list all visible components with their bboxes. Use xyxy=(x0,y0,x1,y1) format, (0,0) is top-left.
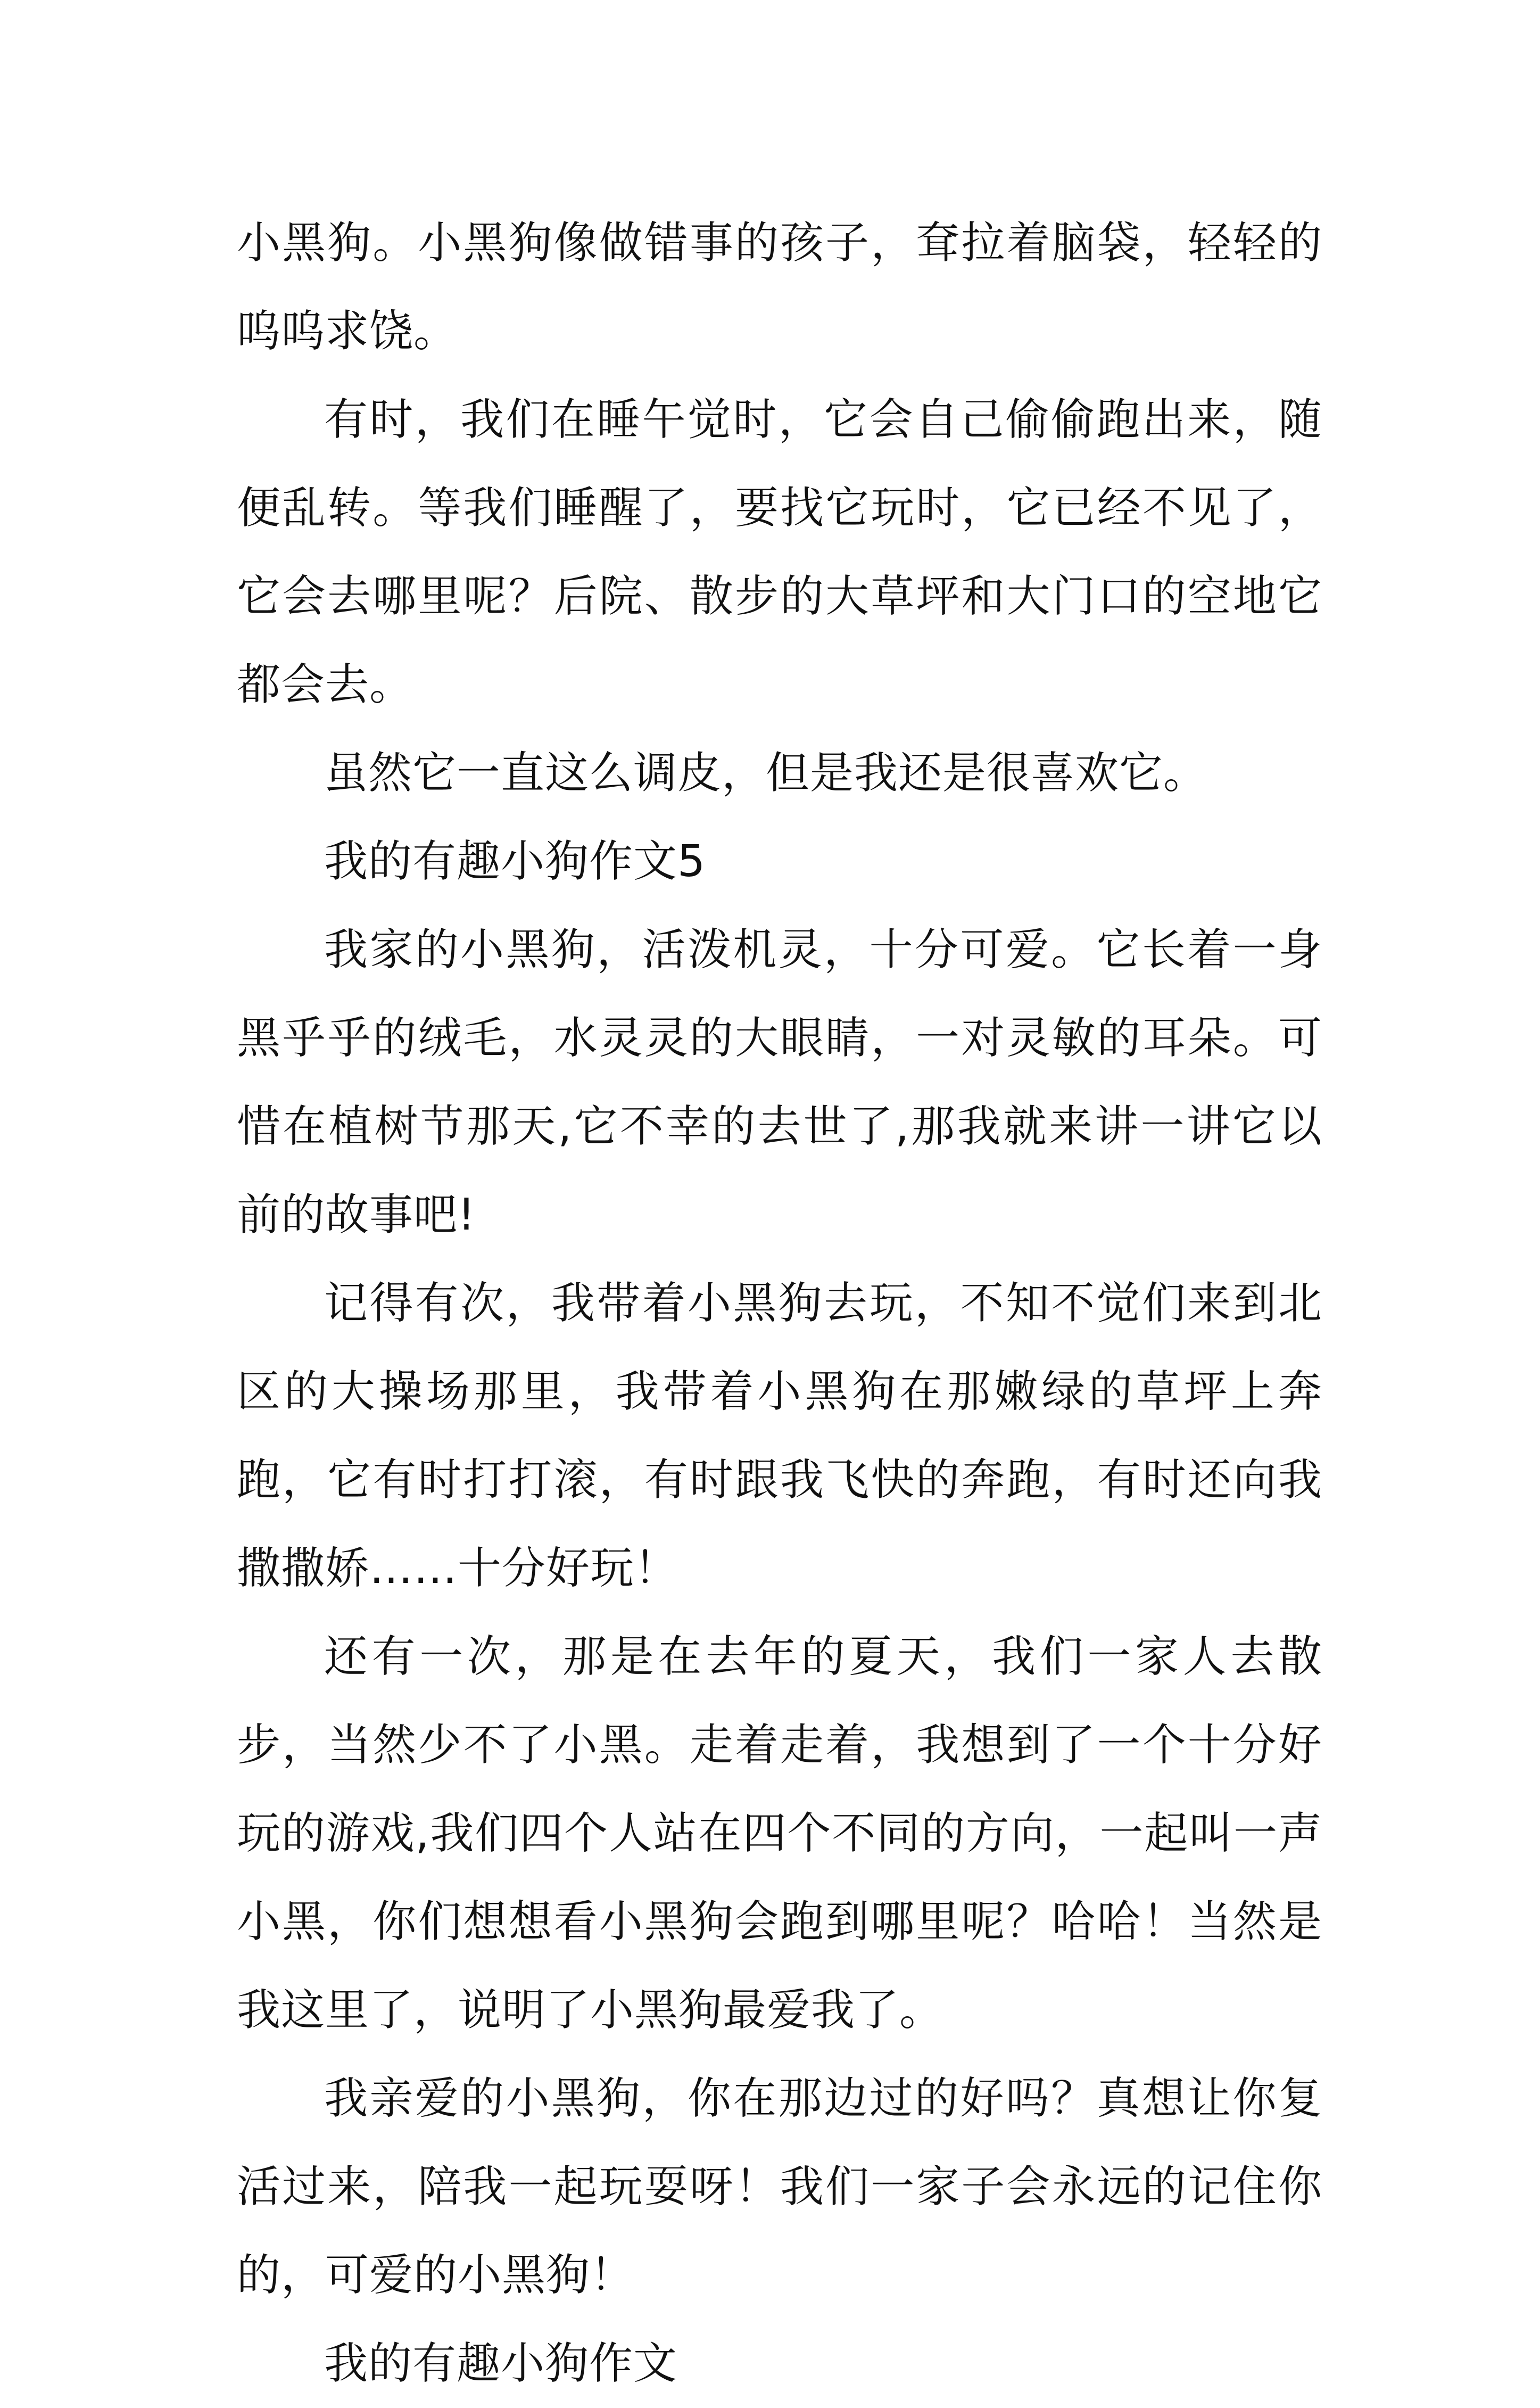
section-heading: 我的有趣小狗作文 xyxy=(324,2338,678,2389)
document-body xyxy=(237,199,1322,2408)
paragraph-1: 小黑狗。小黑狗像做错事的孩子，耷拉着脑袋，轻轻的呜呜求饶。 xyxy=(237,218,1322,357)
paragraph-4: 我家的小黑狗，活泼机灵，十分可爱。它长着一身黑乎乎的绒毛，水灵灵的大眼睛，一对灵敏的耳朵。可惜在植树节那天,它不幸的去世了,那我就来讲一讲它以前的故事吧! xyxy=(237,925,1322,1240)
paragraph-7: 我亲爱的小黑狗，你在那边过的好吗？真想让你复活过来，陪我一起玩耍呀！我们一家子会永远的记住你的，可爱的小黑狗！ xyxy=(237,2073,1322,2300)
paragraph-6: 还有一次，那是在去年的夏天，我们一家人去散步，当然少不了小黑。走着走着，我想到了一个十分好玩的游戏,我们四个人站在四个不同的方向，一起叫一声小黑，你们想想看小黑狗会跑到哪里呢？哈哈！当然是我这里了，说明了小黑狗最爱我了。 xyxy=(237,1631,1322,2035)
paragraph-2: 有时，我们在睡午觉时，它会自己偷偷跑出来，随便乱转。等我们睡醒了，要找它玩时，它已经不见了，它会去哪里呢？后院、散步的大草坪和大门口的空地它都会去。 xyxy=(237,394,1322,710)
paragraph-3: 虽然它一直这么调皮，但是我还是很喜欢它。 xyxy=(324,748,1208,798)
section-heading-5: 我的有趣小狗作文5 xyxy=(324,836,706,887)
paragraph-5: 记得有次，我带着小黑狗去玩，不知不觉们来到北区的大操场那里，我带着小黑狗在那嫩绿的草坪上奔跑，它有时打打滚，有时跟我飞快的奔跑，有时还向我撒撒娇……十分好玩！ xyxy=(237,1278,1322,1594)
